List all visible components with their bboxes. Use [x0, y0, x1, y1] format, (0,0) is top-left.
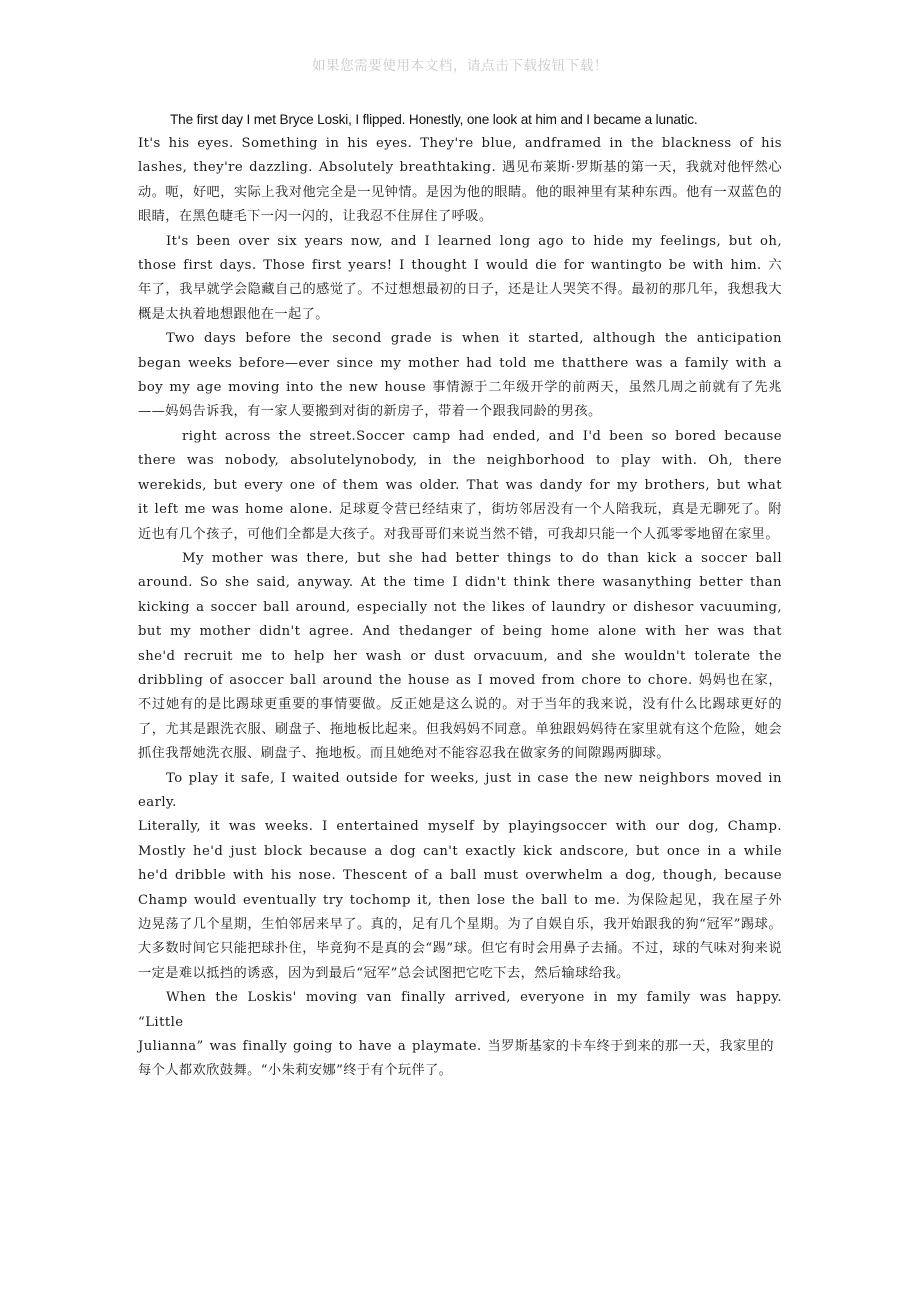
- paragraph-2: It's been over six years now, and I learned long ago to hide my feelings, but oh, those first days. Those first years! I thought I would die for wantingto be with him. 六年了，我早就学会隐藏自己的感觉了。不过想想最初的日子，还是让人哭笑不得。最初的那几年，我想我大概是太执着地想跟他在一起了。: [138, 233, 782, 322]
- paragraph-5: My mother was there, but she had better things to do than kick a soccer ball around. So she said, anyway. At the time I didn't think there wasanything better than kicking a soccer ball around, especially not the likes of laundry or dishesor vacuuming, but my mother didn't agree. And thedanger of being home alone with her was that she'd recruit me to help her wash or dust orvacuum, and she wouldn't tolerate the dribbling of asoccer ball around the house as I moved from chore to chore. 妈妈也在家，不过她有的是比踢球更重要的事情要做。反正她是这么说的。对于当年的我来说，没有什么比踢球更好的了，尤其是跟洗衣服、刷盘子、拖地板比起来。但我妈妈不同意。单独跟妈妈待在家里就有这个危险，她会抓住我帮她洗衣服、刷盘子、拖地板。而且她绝对不能容忍我在做家务的间隙踢两脚球。: [138, 550, 782, 762]
- download-notice-band: [0, 58, 920, 74]
- paragraph-8: When the Loskis' moving van finally arrived, everyone in my family was happy. “Little: [138, 990, 782, 1030]
- paragraph-4: right across the street.Soccer camp had ended, and I'd been so bored because there was nobody, absolutelynobody, in the neighborhood to play with. Oh, there werekids, but every one of them was older. That was dandy for my brothers, but what it left me was home alone. 足球夏令营已经结束了，街坊邻居没有一个人陪我玩，真是无聊死了。附近也有几个孩子，可他们全都是大孩子。对我哥哥们来说当然不错，可我却只能一个人孤零零地留在家里。: [138, 428, 782, 542]
- download-notice-text: 如果您需要使用本文档，请点击下载按钮下载！: [311, 58, 609, 74]
- paragraph-6: To play it safe, I waited outside for weeks, just in case the new neighbors moved in early.: [138, 770, 782, 810]
- document-text-column: [138, 108, 782, 1084]
- paragraph-9: Julianna” was finally going to have a playmate. 当罗斯基家的卡车终于到来的那一天，我家里的每个人都欢欣鼓舞。“小朱莉安娜”终于有个玩伴了。: [138, 1039, 774, 1079]
- paragraph-3: Two days before the second grade is when it started, although the anticipation began weeks before—ever since my mother had told me thatthere was a family with a boy my age moving into the new house 事情源于二年级开学的前两天，虽然几周之前就有了先兆——妈妈告诉我，有一家人要搬到对街的新房子，带着一个跟我同龄的男孩。: [138, 331, 782, 420]
- paragraph-1-body: It's his eyes. Something in his eyes. They're blue, andframed in the blackness of his lashes, they're dazzling. Absolutely breathtaking. 遇见布莱斯·罗斯基的第一天，我就对他怦然心动。呃，好吧，实际上我对他完全是一见钟情。是因为他的眼睛。他的眼神里有某种东西。他有一双蓝色的眼睛，在黑色睫毛下一闪一闪的，让我忍不住屏住了呼吸。: [138, 136, 782, 225]
- paragraph-1: [138, 108, 782, 230]
- paragraph-7: Literally, it was weeks. I entertained myself by playingsoccer with our dog, Champ. Mostly he'd just block because a dog can't exactly kick andscore, but once in a while he'd dribble with his nose. Thescent of a ball must overwhelm a dog, though, because Champ would eventually try tochomp it, then lose the ball to me. 为保险起见，我在屋子外边晃荡了几个星期，生怕邻居来早了。真的，足有几个星期。为了自娱自乐，我开始跟我的狗“冠军”踢球。大多数时间它只能把球扑住，毕竟狗不是真的会“踢”球。但它有时会用鼻子去捅。不过，球的气味对狗来说一定是难以抵挡的诱惑，因为到最后“冠军”总会试图把它吃下去，然后输球给我。: [138, 819, 782, 981]
- paragraph-1-lead-line: The first day I met Bryce Loski, I flipped. Honestly, one look at him and I became a lunatic.: [170, 112, 698, 127]
